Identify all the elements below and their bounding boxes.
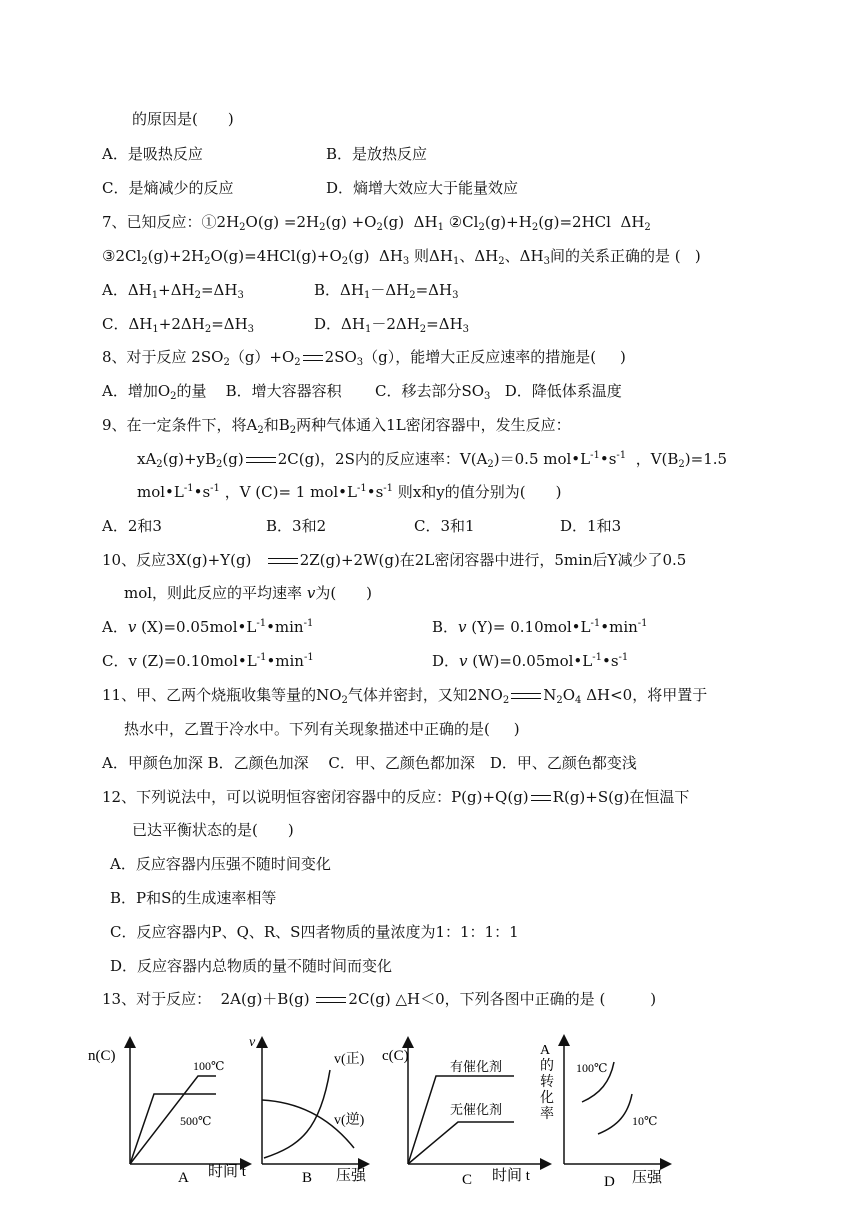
q9-option-d: D．1和3 <box>560 517 622 535</box>
graph-a-ylabel: n(C) <box>88 1048 116 1064</box>
q10-option-c: C．v $(Z)=0.10mol•L^{-1}•\min^{-1}$ <box>102 652 314 670</box>
graph-d-ylabel-4: 化 <box>540 1091 554 1106</box>
q10-stem-2: mol，则此反应的平均速率 v为( ) <box>124 584 373 602</box>
q12-option-c: C．反应容器内P、Q、R、S四者物质的量浓度为1：1：1：1 <box>110 923 519 941</box>
q12-option-b: B．P和S的生成速率相等 <box>110 889 277 907</box>
graph-c-letter: C <box>462 1172 473 1188</box>
q11-options: A．甲颜色加深 B．乙颜色加深 C．甲、乙颜色都加深 D．甲、乙颜色都变浅 <box>102 754 637 772</box>
graph-a-xlabel: 时间 t <box>208 1164 246 1180</box>
q6-option-d: D．熵增大效应大于能量效应 <box>326 179 519 197</box>
q12-stem <box>102 787 689 807</box>
q12-stem-2: 已达平衡状态的是( ) <box>132 821 294 839</box>
graph-b-curve1-label: v(正) <box>334 1052 365 1067</box>
graph-a-letter: A <box>178 1170 189 1186</box>
q13-stem-text: 13、对于反应： 2A(g)＋B(g) <box>102 990 310 1008</box>
q8-options: A．增加$O_2$的量 B．增大容器容积 C．移去部分$SO_3$ D．降低体系温度 <box>102 382 622 402</box>
graph-c-xlabel: 时间 t <box>492 1168 530 1184</box>
q9-stem-3: $mol•L^{-1}•s^{-1}$ ，V (C)= 1 $mol•L^{-1}•s^{-1}$ 则x和y的值分别为( ) <box>137 483 562 501</box>
graph-b-ylabel: v <box>249 1035 256 1050</box>
q12-stem-text: 12、下列说法中，可以说明恒容密闭容器中的反应：P(g)+Q(g) <box>102 788 529 806</box>
q12-option-d: D．反应容器内总物质的量不随时间而变化 <box>110 957 393 975</box>
equilibrium-arrow-icon <box>314 994 348 1006</box>
q10-option-b: B．v $(Y)= 0.10mol•L^{-1}•\min^{-1}$ <box>432 618 648 636</box>
graph-a-curve1-label: 100℃ <box>193 1059 225 1073</box>
graph-c-curve1-label: 有催化剂 <box>450 1059 503 1074</box>
q7-option-a: A．$\Delta H_1+\Delta H_2=\Delta H_3$ <box>102 281 244 301</box>
graph-b <box>249 1035 367 1186</box>
graph-d-curve2-label: 10℃ <box>632 1114 658 1128</box>
q12-option-a: A．反应容器内压强不随时间变化 <box>110 855 331 873</box>
graph-d-ylabel-1: A <box>540 1043 551 1058</box>
equilibrium-arrow-icon <box>301 352 325 364</box>
q10-stem-end: 为( ) <box>315 584 373 602</box>
q9-reaction: $xA_2(g)+yB_2(g)$ 2C(g)，2S内的反应速率：$V(A_2)=0.5$ $mol•L^{-1}•s^{-1}$ ，$V(B_2)=1.5$ <box>137 450 728 470</box>
q10-stem: 10、反应3X(g)+Y(g) 2Z(g)+2W(g)在2L密闭容器中进行，5min后Y减少了0.5 <box>102 551 687 569</box>
graph-d-ylabel-2: 的 <box>540 1059 554 1074</box>
graph-a <box>88 1042 247 1186</box>
q9-option-c: C．3和1 <box>414 517 475 535</box>
q6-option-a: A．是吸热反应 <box>102 145 203 163</box>
graph-c <box>382 1042 546 1188</box>
graph-d <box>540 1040 666 1190</box>
graph-b-curve2-label: v(逆) <box>334 1113 365 1128</box>
graph-figures <box>0 1030 860 1216</box>
q11-stem-2: 热水中，乙置于冷水中。下列有关现象描述中正确的是( ) <box>124 720 520 738</box>
q10-option-a: A．v $(X)=0.05mol•L^{-1}•\min^{-1}$ <box>102 618 314 636</box>
q7-stem: 7、已知反应：$①2H_2O(g) =2H_2(g) +O_2(g)$ $\Delta H_1$ $②Cl_2(g)+H_2(g)=2HCl$ $\Delta H_2$ <box>102 213 651 233</box>
graph-d-letter: D <box>604 1174 615 1190</box>
q9-option-b: B．3和2 <box>266 517 327 535</box>
q10-option-d: D．v $(W)=0.05mol•L^{-1}•s^{-1}$ <box>432 652 629 670</box>
equilibrium-arrow-icon <box>266 555 300 567</box>
graph-d-curve1-label: 100℃ <box>576 1061 608 1075</box>
q12-stem-end: R(g)+S(g)在恒温下 <box>552 788 690 806</box>
q9-question-tail: x和y的值分别为( ) <box>412 483 562 501</box>
graph-b-xlabel: 压强 <box>336 1168 367 1184</box>
equilibrium-arrow-icon <box>244 454 278 466</box>
graph-a-curve2-label: 500℃ <box>180 1114 212 1128</box>
q13-stem <box>102 989 656 1009</box>
q7-option-b: B．$\Delta H_1-\Delta H_2=\Delta H_3$ <box>314 281 459 301</box>
q10-stem-text: mol，则此反应的平均速率 <box>124 584 303 602</box>
q6-stem-end: 的原因是( ) <box>132 110 234 128</box>
graph-d-ylabel-5: 率 <box>540 1107 554 1122</box>
q6-option-b: B．是放热反应 <box>326 145 428 163</box>
q11-stem: 11、甲、乙两个烧瓶收集等量的$NO_2$气体并密封，又知$2NO_2$ $N_2O_4$ ΔH<0，将甲置于 <box>102 686 708 706</box>
q7-stem-2: $③2Cl_2(g)+2H_2O(g)=4HCl(g)+O_2(g)$ $\Delta H_3$ 则$\Delta H_1$、$\Delta H_2$、$\Delta H_3$间的关系正确的是 ( ) <box>102 247 701 267</box>
q9-stem: 9、在一定条件下，将$A_2$和$B_2$两种气体通入1L密闭容器中，发生反应： <box>102 416 571 436</box>
q6-option-c: C．是熵减少的反应 <box>102 179 234 197</box>
q9-option-a: A．2和3 <box>102 517 162 535</box>
equilibrium-arrow-icon <box>509 690 543 702</box>
graph-c-ylabel: c(C) <box>382 1048 409 1064</box>
graph-c-curve2-label: 无催化剂 <box>450 1102 503 1117</box>
graph-b-letter: B <box>302 1170 313 1186</box>
q7-option-c: C．$\Delta H_1+2\Delta H_2=\Delta H_3$ <box>102 315 255 335</box>
graph-d-ylabel-3: 转 <box>540 1075 554 1090</box>
q8-stem: 8、对于反应 $2SO_2(g)+O_2$ $2SO_3(g)$，能增大正反应速率的措施是( ) <box>102 348 626 368</box>
q13-stem-end: 2C(g) △H＜0，下列各图中正确的是 ( ) <box>348 990 657 1008</box>
graph-d-xlabel: 压强 <box>632 1170 663 1186</box>
equilibrium-arrow-icon <box>529 792 553 804</box>
q7-option-d: D．$\Delta H_1-2\Delta H_2=\Delta H_3$ <box>314 315 470 335</box>
